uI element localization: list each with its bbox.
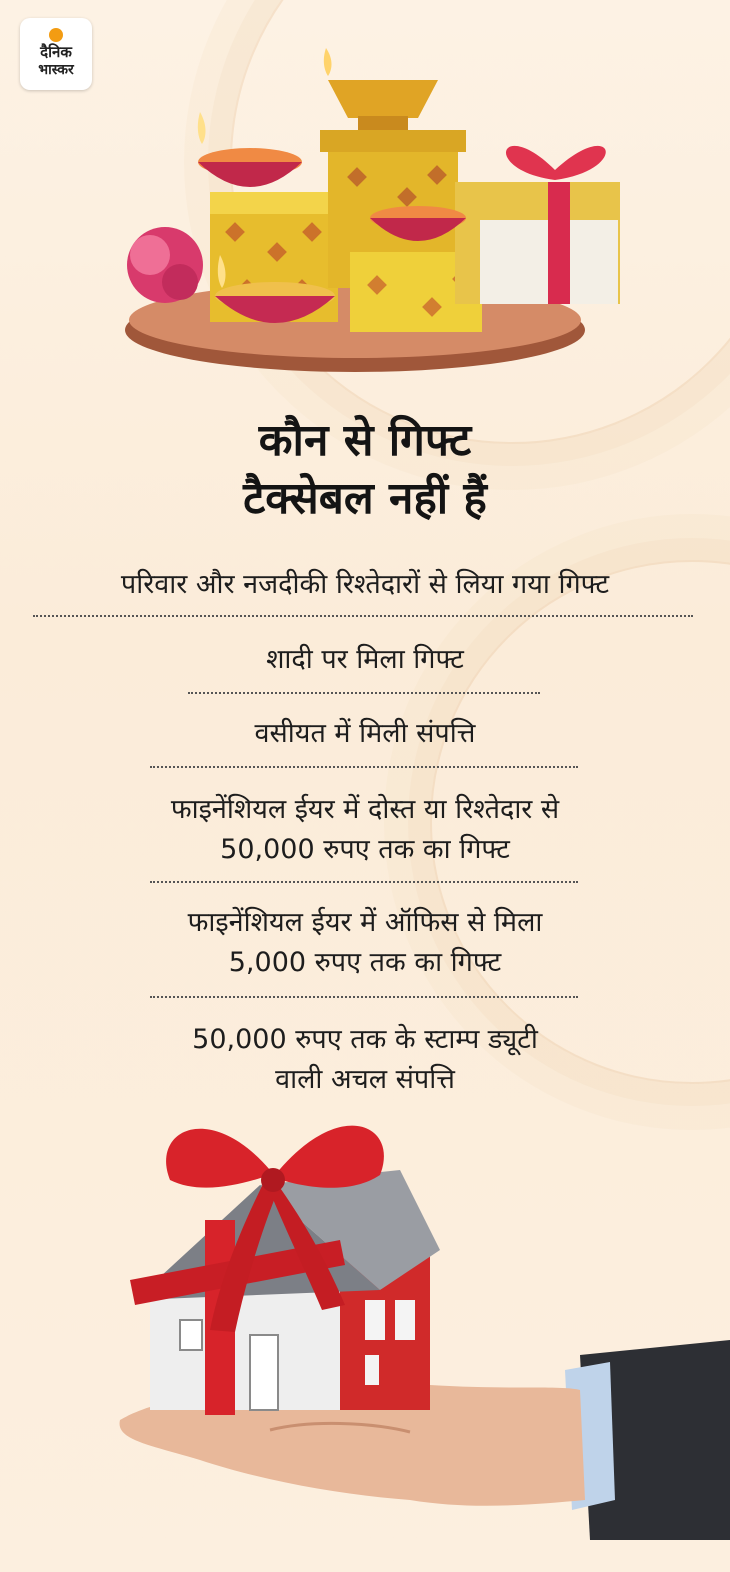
title-line1: कौन से गिफ्ट (258, 415, 472, 466)
logo-line1: दैनिक (40, 43, 72, 61)
item-text-line1: फाइनेंशियल ईयर में दोस्त या रिश्तेदार से (170, 794, 560, 825)
item-text-line2: वाली अचल संपत्ति (275, 1064, 455, 1095)
dotted-divider (150, 996, 578, 998)
item-text-line1: 50,000 रुपए तक के स्टाम्प ड्यूटी (192, 1024, 538, 1055)
gift-house-on-hand-illustration (110, 1100, 730, 1560)
dotted-divider (188, 692, 540, 694)
title-line2: टैक्सेबल नहीं हैं (243, 473, 487, 524)
list-item (0, 790, 730, 870)
list-item (0, 565, 730, 605)
item-text-line1: फाइनेंशियल ईयर में ऑफिस से मिला (187, 907, 543, 938)
sun-icon (49, 28, 63, 42)
list-item (0, 1020, 730, 1100)
item-text: परिवार और नजदीकी रिश्तेदारों से लिया गया गिफ्ट (120, 569, 610, 600)
list-item (0, 640, 730, 680)
page-title (0, 412, 730, 528)
diya-gift-boxes-illustration (100, 20, 640, 390)
dotted-divider (150, 881, 578, 883)
item-text: वसीयत में मिली संपत्ति (254, 718, 476, 749)
item-text-line2: 50,000 रुपए तक का गिफ्ट (220, 834, 510, 865)
logo-line2: भास्कर (38, 62, 74, 78)
dotted-divider (33, 615, 693, 617)
list-item (0, 903, 730, 983)
item-text-line2: 5,000 रुपए तक का गिफ्ट (228, 947, 502, 978)
list-item (0, 714, 730, 754)
dainik-bhaskar-logo (20, 18, 92, 90)
item-text: शादी पर मिला गिफ्ट (266, 644, 464, 675)
dotted-divider (150, 766, 578, 768)
